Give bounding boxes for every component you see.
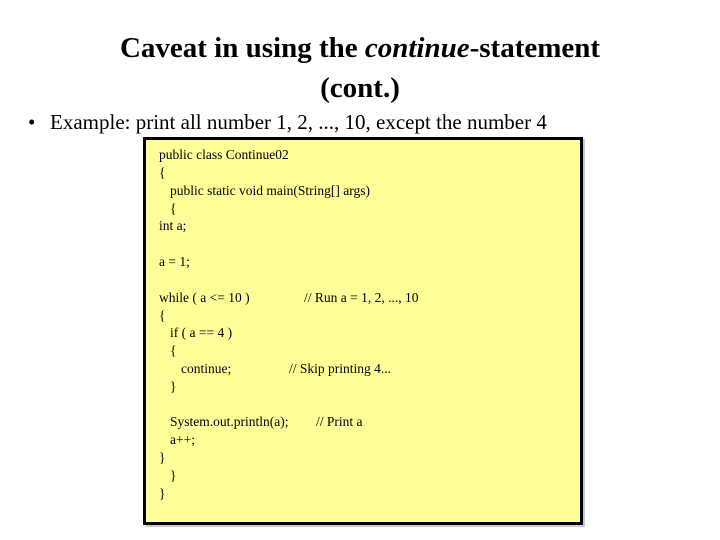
code-line: { — [159, 165, 166, 180]
slide-title — [0, 28, 720, 108]
code-line: while ( a <= 10 ) — [159, 290, 250, 305]
code-line: { — [170, 201, 177, 216]
code-line: int a; — [159, 218, 187, 233]
bullet-text: Example: print all number 1, 2, ..., 10, except the number 4 — [50, 110, 547, 134]
bullet-icon: • — [28, 110, 36, 134]
code-line: } — [170, 379, 177, 394]
code-box — [143, 137, 583, 525]
code-line: } — [159, 450, 166, 465]
code-line: a++; — [170, 432, 195, 447]
code-comment: // Run a = 1, 2, ..., 10 — [304, 290, 419, 305]
code-line: System.out.println(a); — [170, 414, 289, 429]
code-line: if ( a == 4 ) — [170, 325, 233, 340]
bullet-item — [28, 108, 547, 136]
code-line: { — [159, 308, 166, 323]
code-line: a = 1; — [159, 254, 190, 269]
title-line-2: (cont.) — [320, 72, 400, 104]
code-line: public static void main(String[] args) — [170, 183, 370, 198]
title-suffix: -statement — [469, 32, 601, 64]
code-line: { — [170, 343, 177, 358]
code-comment: // Skip printing 4... — [289, 361, 392, 376]
code-line: public class Continue02 — [159, 147, 289, 162]
title-line-1 — [0, 28, 720, 68]
title-prefix: Caveat in using the — [119, 32, 365, 64]
code-comment: // Print a — [316, 414, 363, 429]
title-emphasis: continue — [364, 32, 470, 64]
code-line: continue; — [181, 361, 232, 376]
code-line: } — [170, 468, 177, 483]
code-line: } — [159, 486, 166, 501]
